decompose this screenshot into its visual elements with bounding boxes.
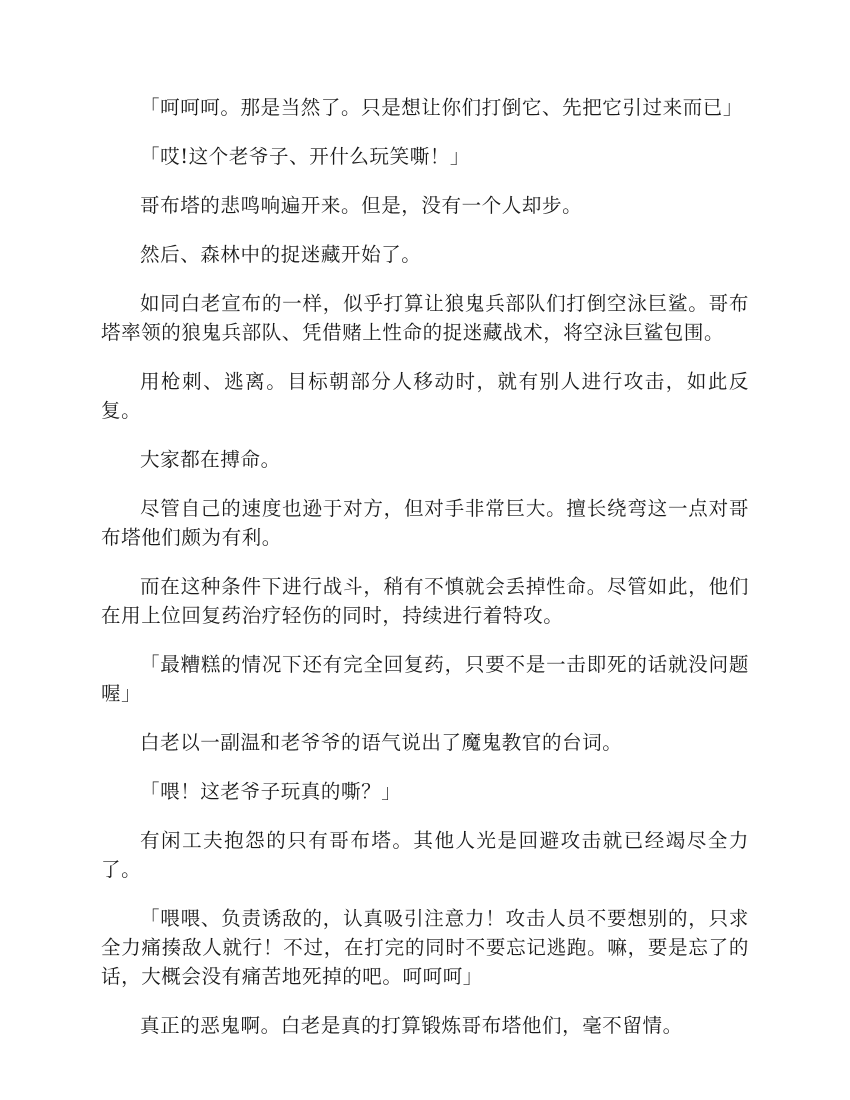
paragraph-10: 「最糟糕的情况下还有完全回复药，只要不是一击即死的话就没问题喔」: [101, 653, 749, 705]
paragraph-1: 「呵呵呵。那是当然了。只是想让你们打倒它、先把它引过来而已」: [140, 96, 744, 119]
paragraph-11: 白老以一副温和老爷爷的语气说出了魔鬼教官的台词。: [140, 731, 623, 754]
paragraph-15: 真正的恶鬼啊。白老是真的打算锻炼哥布塔他们，毫不留情。: [140, 1014, 683, 1037]
paragraph-4: 然后、森林中的捉迷藏开始了。: [140, 243, 422, 266]
paragraph-6: 用枪刺、逃离。目标朝部分人移动时，就有别人进行攻击，如此反复。: [101, 370, 749, 422]
document-page: [101, 93, 749, 1060]
paragraph-14: 「喂喂、负责诱敌的，认真吸引注意力！攻击人员不要想别的，只求全力痛揍敌人就行！不过，在打完的同时不要忘记逃跑。嘛，要是忘了的话，大概会没有痛苦地死掉的吧。呵呵呵」: [101, 907, 749, 988]
paragraph-12: 「喂！这老爷子玩真的嘶？」: [140, 780, 402, 803]
paragraph-2: 「哎!这个老爷子、开什么玩笑嘶！」: [140, 145, 471, 168]
paragraph-13: 有闲工夫抱怨的只有哥布塔。其他人光是回避攻击就已经竭尽全力了。: [101, 829, 749, 881]
paragraph-8: 尽管自己的速度也逊于对方，但对手非常巨大。擅长绕弯这一点对哥布塔他们颇为有利。: [101, 497, 749, 549]
paragraph-5: 如同白老宣布的一样，似乎打算让狼鬼兵部队们打倒空泳巨鲨。哥布塔率领的狼鬼兵部队、凭借赌上性命的捉迷藏战术，将空泳巨鲨包围。: [101, 292, 749, 344]
paragraph-9: 而在这种条件下进行战斗，稍有不慎就会丢掉性命。尽管如此，他们在用上位回复药治疗轻伤的同时，持续进行着特攻。: [101, 575, 749, 627]
paragraph-3: 哥布塔的悲鸣响遍开来。但是，没有一个人却步。: [140, 194, 583, 217]
paragraph-7: 大家都在搏命。: [140, 448, 281, 471]
